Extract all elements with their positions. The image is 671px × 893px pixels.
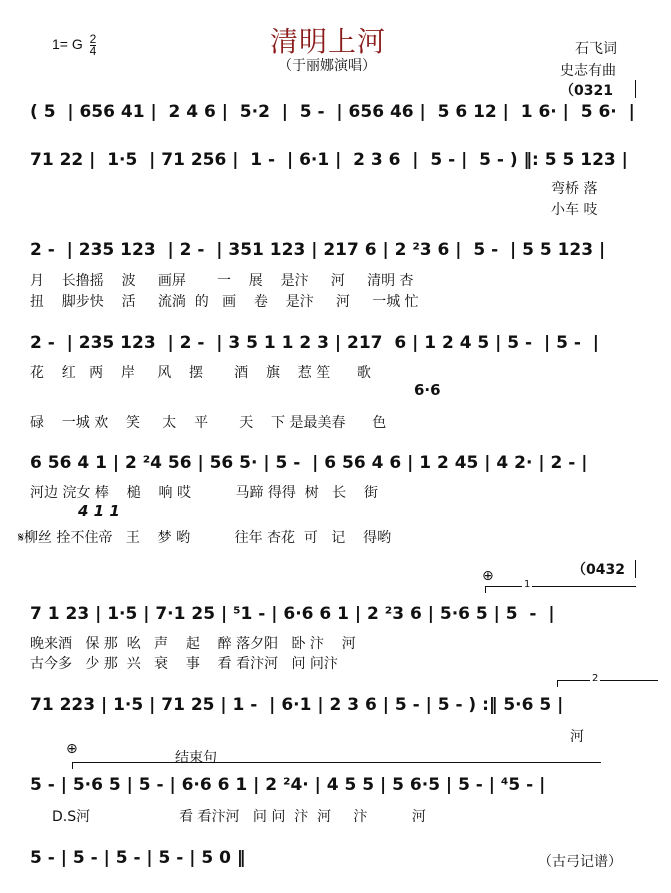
- notation: 5 - | 5·6 5 | 5 - | 6·6 6 1 | 2 ²4· | 4 5 5 | 5 6·5 | 5 - | ⁴5 - |: [30, 775, 546, 795]
- notation: 6 56 4 1 | 2 ²4 56 | 56 5· | 5 - | 6 56 4 6 | 1 2 45 | 4 2· | 2 - |: [30, 453, 588, 473]
- lyric-line: 𝄋柳丝 拴不住帝 王 梦 哟 往年 杏花 可 记 得哟: [18, 530, 392, 546]
- time-signature: [90, 34, 97, 57]
- pickup-bar: [635, 80, 636, 98]
- notation: 71 22 | 1·5 | 71 256 | 1 - | 6·1 | 2 3 6 | 5 - | 5 - ) ‖: 5 5 123 |: [30, 150, 628, 170]
- volta-2-bracket: [557, 680, 658, 687]
- notation: ( 5 | 656 41 | 2 4 6 | 5·2 | 5 - | 656 46 | 5 6 12 | 1 6· | 5 6· |: [30, 102, 635, 122]
- pickup-notes-2: （0432: [572, 562, 625, 578]
- variant-notes: 4 1 1: [78, 502, 120, 520]
- staff-row-8: [0, 775, 671, 801]
- song-title: 清明上河: [270, 25, 387, 58]
- lyric-line: 月 长撸摇 波 画屏 一 展 是汴 河 清明 杏: [30, 273, 414, 289]
- key-signature: [52, 34, 96, 57]
- lyric-line: 扭 脚步快 活 流淌 的 画 卷 是汴 河 一城 忙: [30, 294, 419, 310]
- key-label: 1= G: [52, 36, 83, 53]
- volta-1-label: 1: [524, 579, 531, 590]
- notation: 5 - | 5 - | 5 - | 5 - | 5 0 ‖: [30, 848, 246, 868]
- coda-sign-icon: ⊕: [482, 567, 494, 583]
- volta-2-label: 2: [592, 673, 599, 684]
- pickup-notes: （0321: [560, 83, 613, 99]
- notation-credit: （古弓记谱）: [538, 854, 622, 870]
- staff-row-1: [0, 102, 671, 128]
- staff-row-2: [0, 150, 671, 176]
- notation: 71 223 | 1·5 | 71 25 | 1 - | 6·1 | 2 3 6 | 5 - | 5 - ) :‖ 5·6 5 |: [30, 695, 564, 715]
- lyricist: 石飞词: [575, 41, 617, 57]
- performer: （于丽娜演唱）: [278, 58, 376, 74]
- staff-row-6: [0, 604, 671, 630]
- notation: 2 - | 235 123 | 2 - | 351 123 | 217 6 | 2 ²3 6 | 5 - | 5 5 123 |: [30, 240, 606, 260]
- time-top: 2: [89, 32, 97, 46]
- lyric-line: 古今多 少 那 兴 衰 事 看 看汴河 问 问汴: [30, 656, 338, 672]
- notation: 2 - | 235 123 | 2 - | 3 5 1 1 2 3 | 217 6 | 1 2 4 5 | 5 - | 5 - |: [30, 333, 599, 353]
- lyric-line: D.S河 看 看汴河 问 问 汴 河 汴 河: [52, 809, 426, 825]
- ending-bracket: [72, 762, 601, 769]
- lyric-line: 河边 浣女 棒 槌 响 哎 马蹄 得得 树 长 街: [30, 485, 378, 501]
- lyric-line: 弯桥 落: [551, 181, 598, 197]
- variant-notes: 6·6: [414, 381, 441, 399]
- lyric-line: 花 红 两 岸 风 摆 酒 旗 惹 笙 歌: [30, 365, 371, 381]
- composer: 史志有曲: [560, 63, 616, 79]
- ending-label: 结束句: [175, 750, 217, 766]
- lyric-line: 碌 一城 欢 笑 太 平 天 下 是最美春 色: [30, 415, 387, 431]
- notation: 7 1 23 | 1·5 | 7·1 25 | ⁵1 - | 6·6 6 1 | 2 ²3 6 | 5·6 5 | 5 - |: [30, 604, 555, 624]
- staff-row-3: [0, 240, 671, 266]
- staff-row-7: [0, 695, 671, 721]
- lyric-line: 河: [570, 729, 584, 745]
- coda-sign-icon: ⊕: [66, 740, 78, 756]
- lyric-line: 小车 吱: [551, 202, 598, 218]
- staff-row-5: [0, 453, 671, 479]
- pickup-bar-2: [635, 560, 636, 578]
- time-bottom: 4: [89, 44, 97, 58]
- lyric-line: 晚来酒 保 那 吆 声 起 醉 落夕阳 卧 汴 河: [30, 636, 356, 652]
- volta-1-bracket: [485, 586, 636, 593]
- staff-row-4: [0, 333, 671, 359]
